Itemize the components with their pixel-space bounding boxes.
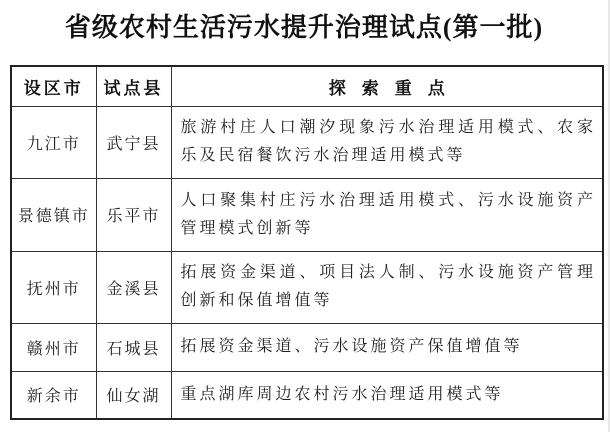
cell-city: 景德镇市 [11, 178, 96, 251]
cell-county: 武宁县 [96, 106, 171, 178]
cell-county: 乐平市 [96, 178, 171, 251]
header-cell-county: 试点县 [96, 66, 171, 106]
cell-county: 金溪县 [96, 251, 171, 323]
pilot-table [10, 65, 604, 420]
table-row [11, 323, 603, 371]
cell-focus: 旅游村庄人口潮汐现象污水治理适用模式、农家乐及民宿餐饮污水治理适用模式等 [171, 106, 603, 178]
table-row [11, 251, 603, 323]
page-title: 省级农村生活污水提升治理试点(第一批) [64, 13, 544, 42]
header-row [11, 66, 603, 106]
cell-focus: 拓展资金渠道、污水设施资产保值增值等 [171, 323, 603, 371]
header-cell-focus: 探索重点 [171, 66, 603, 106]
header-cell-city: 设区市 [11, 66, 96, 106]
table-row [11, 106, 603, 178]
table-row [11, 178, 603, 251]
cell-county: 仙女湖 [96, 371, 171, 419]
cell-focus: 重点湖库周边农村污水治理适用模式等 [171, 371, 603, 419]
cell-city: 赣州市 [11, 323, 96, 371]
cell-focus: 人口聚集村庄污水治理适用模式、污水设施资产管理模式创新等 [171, 178, 603, 251]
cell-city: 抚州市 [11, 251, 96, 323]
cell-county: 石城县 [96, 323, 171, 371]
cell-city: 九江市 [11, 106, 96, 178]
cell-focus: 拓展资金渠道、项目法人制、污水设施资产管理创新和保值增值等 [171, 251, 603, 323]
table-row [11, 371, 603, 419]
cell-city: 新余市 [11, 371, 96, 419]
